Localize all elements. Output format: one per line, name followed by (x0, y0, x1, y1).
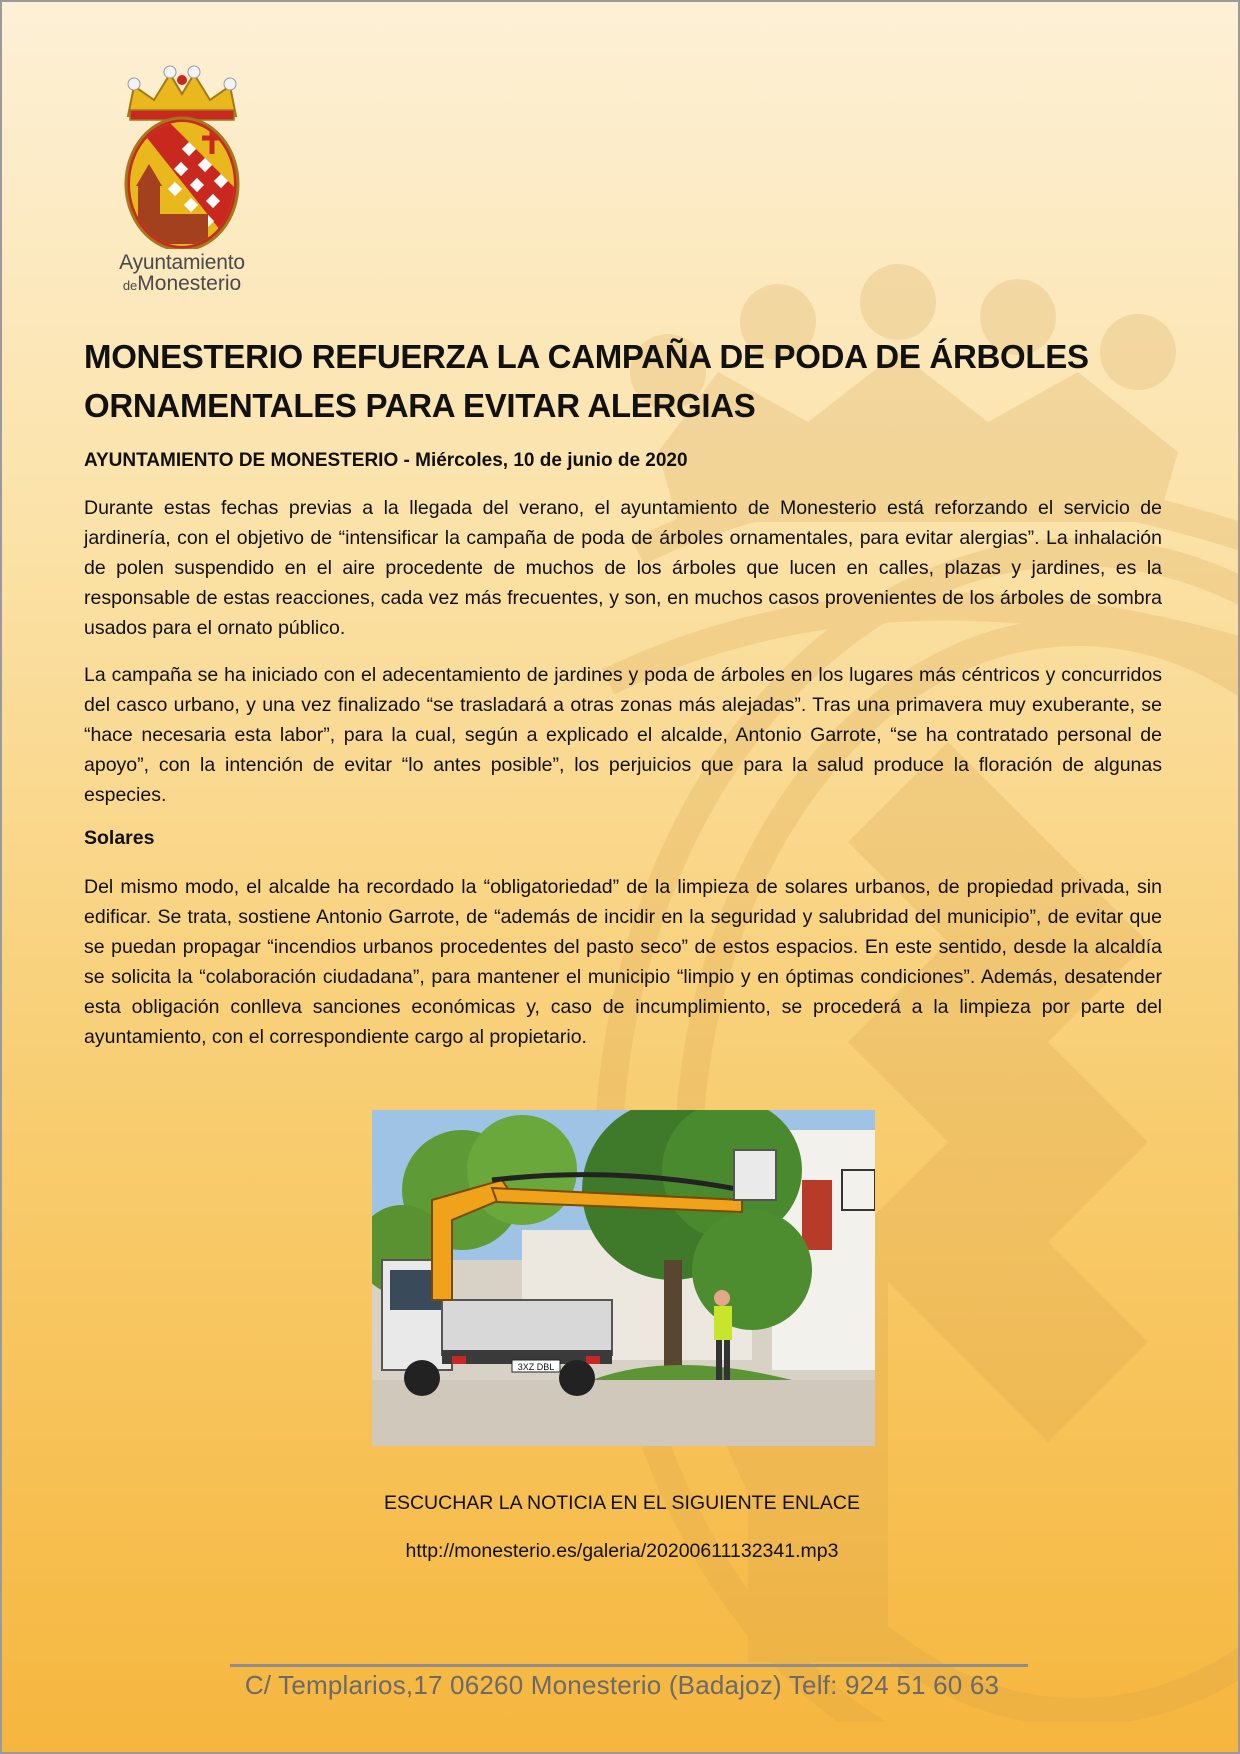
article-paragraph-3: Del mismo modo, el alcalde ha recordado la “obligatoriedad” de la limpieza de solares urbanos, de propiedad privada, sin edificar. Se trata, sostiene Antonio Garrote, de “además de incidir en la seguridad y salubridad del municipio”, de evitar que se puedan propagar “incendios urbanos procedentes del pasto seco” de estos espacios. En este sentido, desde la alcaldía se solicita la “colaboración ciudadana”, para mantener el municipio “limpio y en óptimas condiciones”. Además, desatender esta obligación conlleva sanciones económicas y, caso de incumplimiento, se procederá a la limpieza por parte del ayuntamiento, con el correspondiente cargo al propietario. (84, 876, 1162, 1048)
logo-line-monesterio (102, 272, 262, 296)
logo-line-ayuntamiento: Ayuntamiento (119, 251, 245, 274)
article-dateline: AYUNTAMIENTO DE MONESTERIO - Miércoles, 10 de junio de 2020 (84, 450, 688, 471)
municipal-logo (102, 64, 262, 296)
audio-link[interactable]: http://monesterio.es/galeria/20200611132341.mp3 (405, 1540, 839, 1562)
audio-label: ESCUCHAR LA NOTICIA EN EL SIGUIENTE ENLACE (383, 1492, 861, 1514)
logo-de: de (122, 278, 138, 293)
logo-monesterio: Monesterio (137, 272, 242, 295)
article-paragraph-2: La campaña se ha iniciado con el adecentamiento de jardines y poda de árboles en los lugares más céntricos y concurridos del casco urbano, y una vez finalizado “se trasladará a otras zonas más alejadas”. Tras una primavera muy exuberante, se “hace necesaria esta labor”, para la cual, según a explicado el alcalde, Antonio Garrote, “se ha contratado personal de apoyo”, con la intención de evitar “lo antes posible”, los perjuicios que para la salud produce la floración de algunas especies. (84, 664, 1162, 806)
article-photo (372, 1110, 875, 1446)
footer-address: C/ Templarios,17 06260 Monesterio (Badajoz) Telf: 924 51 60 63 (244, 1670, 1000, 1700)
truck-plate: 3XZ DBL (517, 1362, 555, 1372)
article-paragraph-1: Durante estas fechas previas a la llegada del verano, el ayuntamiento de Monesterio está reforzando el servicio de jardinería, con el objetivo de “intensificar la campaña de poda de árboles ornamentales, para evitar alergias”. La inhalación de polen suspendido en el aire procedente de muchos de los árboles que lucen en calles, plazas y jardines, es la responsable de estas reacciones, cada vez más frecuentes, y son, en muchos casos provenientes de los árboles de sombra usados para el ornato público. (84, 497, 1162, 639)
footer-divider (230, 1664, 1028, 1667)
article-title: MONESTERIO REFUERZA LA CAMPAÑA DE PODA DE ÁRBOLES ORNAMENTALES PARA EVITAR ALERGIAS (84, 338, 1089, 424)
crest-icon (114, 64, 250, 249)
article-subheading: Solares (84, 827, 155, 849)
